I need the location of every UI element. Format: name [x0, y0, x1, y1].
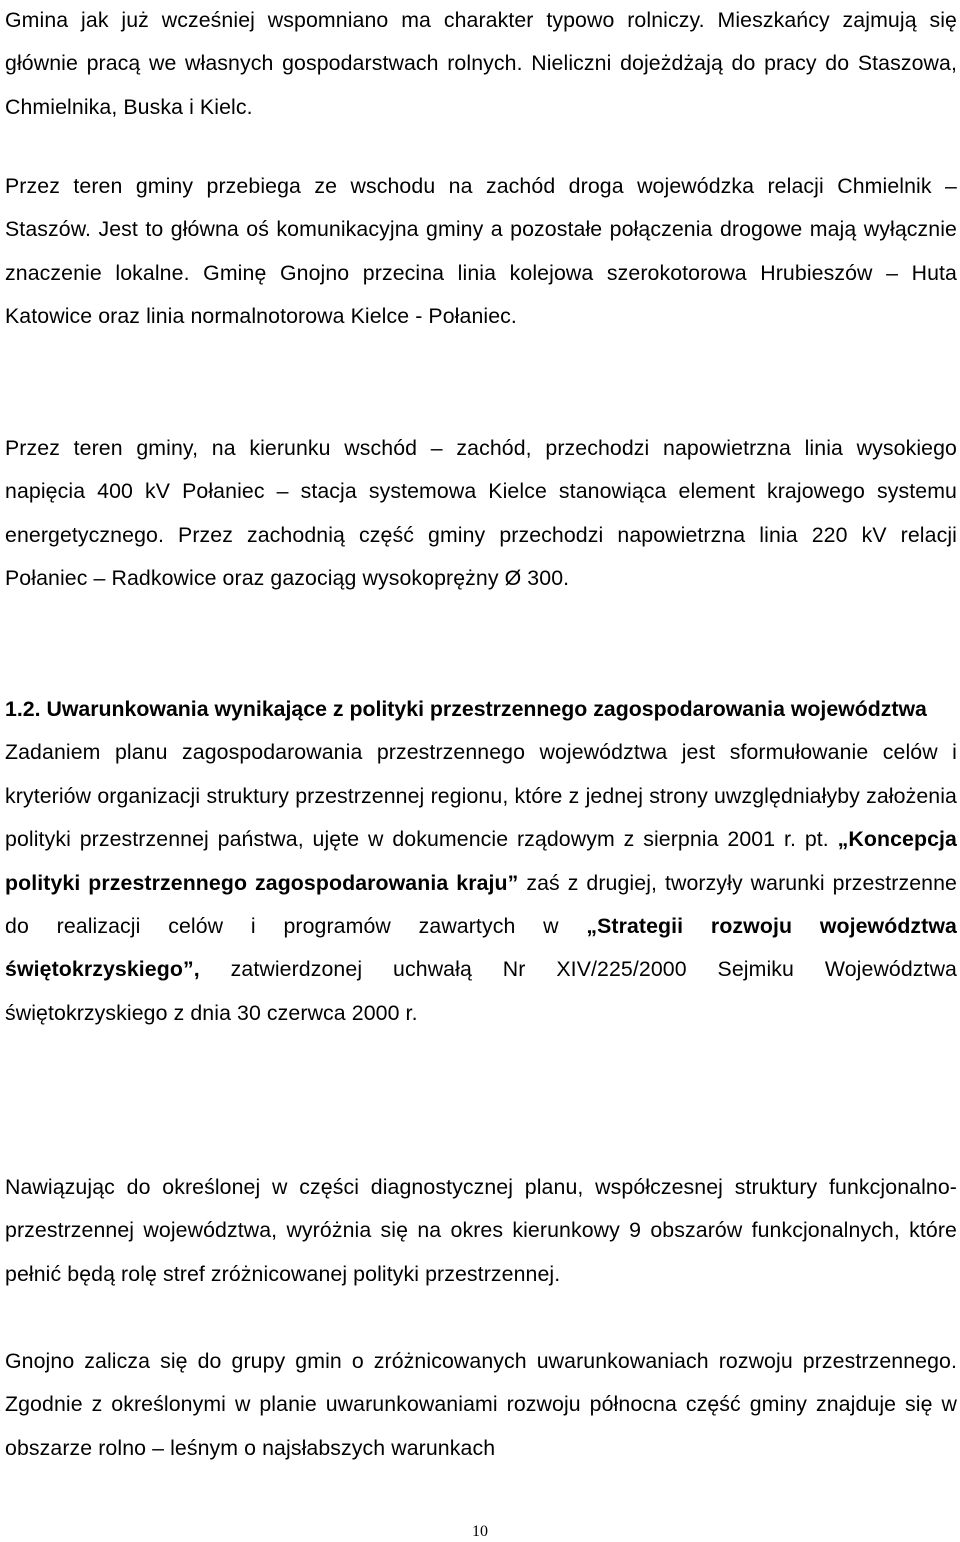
plan-bold-strategy: „Strategii rozwoju województwa świętokrzyskiego”,: [5, 914, 957, 982]
paragraph-economy: Gmina jak już wcześniej wspomniano ma charakter typowo rolniczy. Mieszkańcy zajmują się głównie pracą we własnych gospodarstwach rolnych. Nieliczni dojeżdżają do pracy do Staszowa, Chmielnika, Buska i Kielc.: [5, 8, 957, 119]
section-1-2: [5, 688, 957, 1035]
plan-text-part-1: Zadaniem planu zagospodarowania przestrzennego województwa jest sformułowanie celów i kryteriów organizacji struktury przestrzennej regionu, które z jednej strony uwzględniałyby założenia polityki przestrzennej państwa, ujęte w dokumencie rządowym z sierpnia 2001 r. pt.: [5, 740, 957, 852]
page-number: 10: [472, 1523, 488, 1540]
paragraph-gnojno-conditions: Gnojno zalicza się do grupy gmin o zróżnicowanych uwarunkowaniach rozwoju przestrzennego. Zgodnie z określonymi w planie uwarunkowaniami rozwoju północna część gminy znajduje się w obszarze rolno – leśnym o najsłabszych warunkach: [5, 1349, 957, 1460]
section-heading: 1.2. Uwarunkowania wynikające z polityki przestrzennego zagospodarowania województwa: [5, 697, 927, 721]
plan-bold-concept: „Koncepcja polityki przestrzennego zagospodarowania kraju”: [5, 827, 957, 895]
paragraph-energy-lines: Przez teren gminy, na kierunku wschód – zachód, przechodzi napowietrzna linia wysokiego napięcia 400 kV Połaniec – stacja systemowa Kielce stanowiąca element krajowego systemu energetycznego. Przez zachodnią część gminy przechodzi napowietrzna linia 220 kV relacji Połaniec – Radkowice oraz gazociąg wysokoprężny Ø 300.: [5, 436, 957, 591]
paragraph-functional-areas: Nawiązując do określonej w części diagnostycznej planu, współczesnej struktury funkcjonalno-przestrzennej województwa, wyróżnia się na okres kierunkowy 9 obszarów funkcjonalnych, które pełnić będą rolę stref zróżnicowanej polityki przestrzennej.: [5, 1175, 957, 1286]
plan-text-part-2: zaś z drugiej, tworzyły warunki przestrzenne do realizacji celów i programów zawartych w: [5, 870, 957, 939]
paragraph-plan-objectives: [5, 731, 957, 1035]
plan-text-part-3: zatwierdzonej uchwałą Nr XIV/225/2000 Sejmiku Województwa świętokrzyskiego z dnia 30 czerwca 2000 r.: [5, 957, 957, 1025]
paragraph-roads-rail: Przez teren gminy przebiega ze wschodu na zachód droga wojewódzka relacji Chmielnik – Staszów. Jest to główna oś komunikacyjna gminy a pozostałe połączenia drogowe mają wyłącznie znaczenie lokalne. Gminę Gnojno przecina linia kolejowa szerokotorowa Hrubieszów – Huta Katowice oraz linia normalnotorowa Kielce - Połaniec.: [5, 174, 957, 329]
